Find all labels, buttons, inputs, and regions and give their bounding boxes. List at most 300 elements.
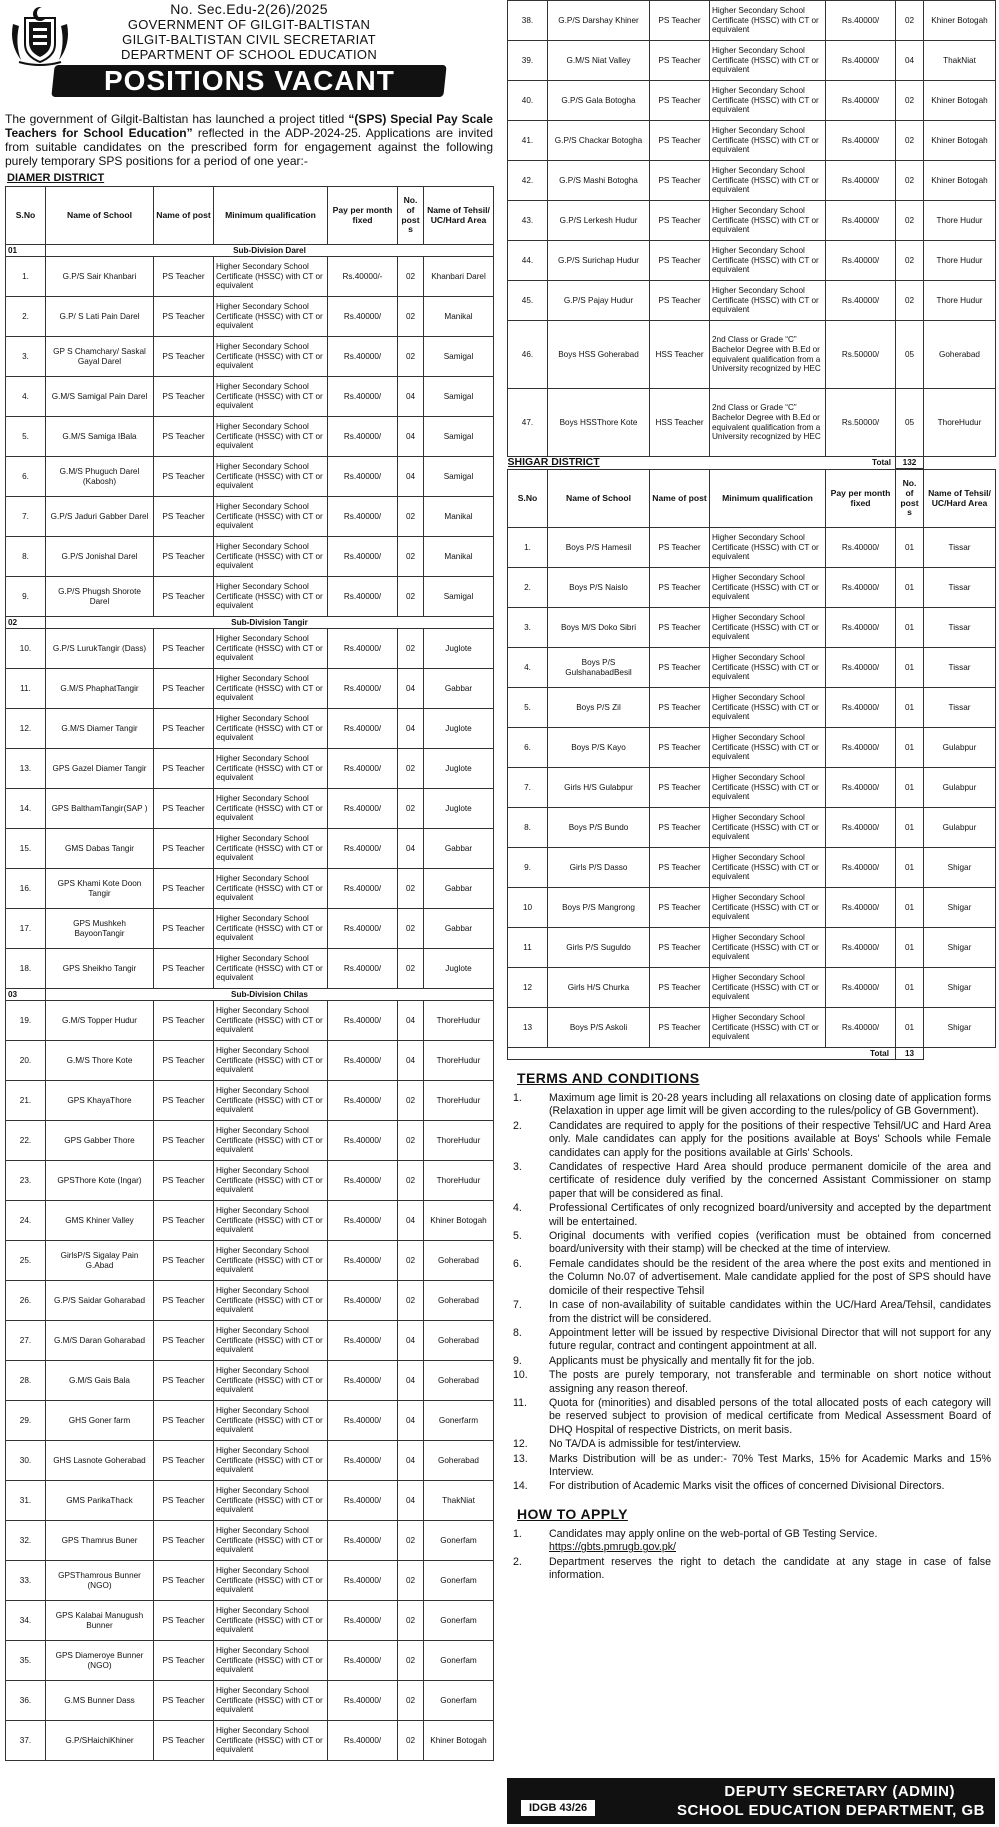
- pay: Rs.40000/: [328, 1521, 398, 1561]
- qualification: Higher Secondary School Certificate (HSSC) with CT or equivalent: [214, 1161, 328, 1201]
- tehsil-area: Gonerfam: [424, 1561, 494, 1601]
- serial-number: 7.: [508, 768, 548, 808]
- qualification: Higher Secondary School Certificate (HSSC) with CT or equivalent: [710, 568, 826, 608]
- table-row: [508, 81, 996, 121]
- item-number: 8.: [513, 1326, 522, 1339]
- serial-number: 12.: [6, 709, 46, 749]
- pay: Rs.50000/: [826, 321, 896, 389]
- school-name: G.P/S Darshay Khiner: [548, 1, 650, 41]
- diamer-total-value: 132: [896, 457, 924, 469]
- pay: Rs.40000/: [328, 909, 398, 949]
- table-row: [508, 281, 996, 321]
- pay: Rs.40000/: [328, 1441, 398, 1481]
- serial-number: 6.: [508, 728, 548, 768]
- qualification: Higher Secondary School Certificate (HSSC) with CT or equivalent: [214, 1001, 328, 1041]
- pay: Rs.50000/: [826, 389, 896, 457]
- post-count: 02: [896, 161, 924, 201]
- qualification: Higher Secondary School Certificate (HSSC) with CT or equivalent: [214, 577, 328, 617]
- school-name: GHS Goner farm: [46, 1401, 154, 1441]
- post-name: PS Teacher: [650, 888, 710, 928]
- column-header: Minimum qualification: [710, 470, 826, 528]
- table-row: [6, 337, 494, 377]
- idgb-number: IDGB 43/26: [521, 1800, 595, 1816]
- school-name: G.P/S Phugsh Shorote Darel: [46, 577, 154, 617]
- table-row: [508, 848, 996, 888]
- school-name: GP S Chamchary/ Saskal Gayal Darel: [46, 337, 154, 377]
- tehsil-area: Thore Hudur: [924, 241, 996, 281]
- qualification: Higher Secondary School Certificate (HSSC) with CT or equivalent: [214, 337, 328, 377]
- pay: Rs.40000/: [826, 1008, 896, 1048]
- post-name: PS Teacher: [154, 1521, 214, 1561]
- school-name: G.M/S Daran Goharabad: [46, 1321, 154, 1361]
- tehsil-area: Gonerfarm: [424, 1401, 494, 1441]
- table-row: [6, 909, 494, 949]
- serial-number: 12: [508, 968, 548, 1008]
- qualification: Higher Secondary School Certificate (HSSC) with CT or equivalent: [214, 1641, 328, 1681]
- post-name: PS Teacher: [650, 528, 710, 568]
- post-name: PS Teacher: [154, 669, 214, 709]
- school-name: Boys P/S Askoli: [548, 1008, 650, 1048]
- intro-paragraph: [5, 112, 493, 168]
- table-row: [508, 1, 996, 41]
- serial-number: 28.: [6, 1361, 46, 1401]
- table-row: [508, 161, 996, 201]
- school-name: G.M/S Diamer Tangir: [46, 709, 154, 749]
- pay: Rs.40000/: [328, 1241, 398, 1281]
- serial-number: 46.: [508, 321, 548, 389]
- list-item: [507, 1299, 991, 1326]
- post-name: PS Teacher: [154, 629, 214, 669]
- table-row: [6, 1081, 494, 1121]
- qualification: Higher Secondary School Certificate (HSSC) with CT or equivalent: [710, 281, 826, 321]
- qualification: Higher Secondary School Certificate (HSSC) with CT or equivalent: [214, 1081, 328, 1121]
- tehsil-area: Gabbar: [424, 869, 494, 909]
- serial-number: 36.: [6, 1681, 46, 1721]
- pay: Rs.40000/: [826, 728, 896, 768]
- school-name: GMS Dabas Tangir: [46, 829, 154, 869]
- tehsil-area: Thore Hudur: [924, 201, 996, 241]
- post-count: 04: [398, 669, 424, 709]
- pay: Rs.40000/: [328, 1001, 398, 1041]
- post-name: PS Teacher: [154, 337, 214, 377]
- qualification: Higher Secondary School Certificate (HSSC) with CT or equivalent: [214, 497, 328, 537]
- tehsil-area: Shigar: [924, 928, 996, 968]
- pay: Rs.40000/: [826, 281, 896, 321]
- tehsil-area: Tissar: [924, 608, 996, 648]
- tehsil-area: Juglote: [424, 789, 494, 829]
- term-text: Appointment letter will be issued by respective Divisional Director that will not support for any future regular, contract and contingent appointment at all.: [549, 1326, 991, 1353]
- serial-number: 5.: [6, 417, 46, 457]
- post-name: PS Teacher: [154, 709, 214, 749]
- qualification: Higher Secondary School Certificate (HSSC) with CT or equivalent: [710, 968, 826, 1008]
- qualification: Higher Secondary School Certificate (HSSC) with CT or equivalent: [214, 417, 328, 457]
- tehsil-area: Gonerfam: [424, 1601, 494, 1641]
- qualification: Higher Secondary School Certificate (HSSC) with CT or equivalent: [710, 41, 826, 81]
- school-name: Boys M/S Doko Sibri: [548, 608, 650, 648]
- qualification: Higher Secondary School Certificate (HSSC) with CT or equivalent: [214, 1561, 328, 1601]
- tehsil-area: Tissar: [924, 688, 996, 728]
- shigar-district-label: SHIGAR DISTRICT: [507, 456, 600, 468]
- term-text: In case of non-availability of suitable candidates within the UC/Hard Area/Tehsil, candidates from the district will be considered.: [549, 1299, 991, 1325]
- column-header: Name of School: [548, 470, 650, 528]
- subdivision-row: [6, 245, 494, 257]
- school-name: G.M/S Samigal Pain Darel: [46, 377, 154, 417]
- serial-number: 44.: [508, 241, 548, 281]
- term-text: Applicants must be physically and mentally fit for the job.: [549, 1354, 815, 1367]
- school-name: GPS Gabber Thore: [46, 1121, 154, 1161]
- school-name: G.P/S Jonishal Darel: [46, 537, 154, 577]
- school-name: Boys P/S Zil: [548, 688, 650, 728]
- apply-item-text: Candidates may apply online on the web-portal of GB Testing Service.: [549, 1527, 878, 1540]
- subdivision-name: Sub-Division Chilas: [46, 989, 494, 1001]
- qualification: Higher Secondary School Certificate (HSSC) with CT or equivalent: [214, 789, 328, 829]
- pay: Rs.40000/: [328, 337, 398, 377]
- post-count: 04: [398, 1481, 424, 1521]
- shigar-total-label: Total: [508, 1048, 896, 1060]
- tehsil-area: Goherabad: [424, 1361, 494, 1401]
- post-name: PS Teacher: [154, 1281, 214, 1321]
- pay: Rs.40000/: [328, 377, 398, 417]
- subdivision-name: Sub-Division Tangir: [46, 617, 494, 629]
- post-count: 02: [896, 1, 924, 41]
- column-header: No. of post s: [896, 470, 924, 528]
- pay: Rs.40000/: [826, 41, 896, 81]
- school-name: Girls P/S Dasso: [548, 848, 650, 888]
- qualification: Higher Secondary School Certificate (HSSC) with CT or equivalent: [214, 1481, 328, 1521]
- qualification: Higher Secondary School Certificate (HSSC) with CT or equivalent: [710, 1, 826, 41]
- post-count: 04: [896, 41, 924, 81]
- table-row: [6, 1481, 494, 1521]
- term-text: Candidates are required to apply for the positions of their respective Tehsil/UC and Hard Area only. Male candidates can apply for the positions available at Boys' Schools while Female candidates can apply for the positions available at Girls' Schools.: [549, 1119, 991, 1159]
- table-row: [6, 789, 494, 829]
- post-name: PS Teacher: [154, 257, 214, 297]
- school-name: G.M/S PhaphatTangir: [46, 669, 154, 709]
- tehsil-area: ThoreHudur: [424, 1081, 494, 1121]
- table-row: [6, 1441, 494, 1481]
- tehsil-area: Shigar: [924, 888, 996, 928]
- pay: Rs.40000/: [328, 829, 398, 869]
- banner-text: POSITIONS VACANT: [103, 65, 395, 96]
- pay: Rs.40000/: [826, 928, 896, 968]
- qualification: Higher Secondary School Certificate (HSSC) with CT or equivalent: [710, 121, 826, 161]
- header-line-1: GOVERNMENT OF GILGIT-BALTISTAN: [127, 17, 371, 32]
- tehsil-area: Gabbar: [424, 829, 494, 869]
- pay: Rs.40000/: [328, 1641, 398, 1681]
- pay: Rs.40000/: [328, 1681, 398, 1721]
- list-item: [507, 1092, 991, 1119]
- tehsil-area: Manikal: [424, 497, 494, 537]
- serial-number: 18.: [6, 949, 46, 989]
- post-name: PS Teacher: [650, 728, 710, 768]
- tehsil-area: ThoreHudur: [424, 1121, 494, 1161]
- school-name: G.MS Bunner Dass: [46, 1681, 154, 1721]
- school-name: GPS Gazel Diamer Tangir: [46, 749, 154, 789]
- diamer-district-label: DIAMER DISTRICT: [7, 172, 105, 184]
- pay: Rs.40000/: [328, 1121, 398, 1161]
- intro-project-title: “(SPS) Special Pay Scale Teachers for School Education”: [5, 112, 493, 140]
- post-count: 02: [398, 869, 424, 909]
- table-row: [508, 321, 996, 389]
- header-line-3: DEPARTMENT OF SCHOOL EDUCATION: [120, 47, 378, 62]
- list-item: [507, 1528, 991, 1555]
- table-row: [6, 1201, 494, 1241]
- tehsil-area: Juglote: [424, 749, 494, 789]
- school-name: GPS Mushkeh BayoonTangir: [46, 909, 154, 949]
- header: [5, 0, 493, 96]
- post-name: PS Teacher: [154, 1201, 214, 1241]
- item-number: 11.: [513, 1396, 527, 1409]
- subdivision-row: [6, 989, 494, 1001]
- column-header: Pay per month fixed: [328, 187, 398, 245]
- intro-text-1: The government of Gilgit-Baltistan has launched a project titled: [5, 112, 349, 126]
- pay: Rs.40000/: [328, 457, 398, 497]
- term-text: Female candidates should be the resident of the area where the post exits and mentioned in the Column No.07 of advertisement. Male candidate applied for the post of SPS should have domicile of their respective Tehsil: [549, 1257, 991, 1297]
- list-item: [507, 1453, 991, 1480]
- post-count: 02: [398, 257, 424, 297]
- qualification: Higher Secondary School Certificate (HSSC) with CT or equivalent: [214, 949, 328, 989]
- post-name: HSS Teacher: [650, 321, 710, 389]
- serial-number: 34.: [6, 1601, 46, 1641]
- post-count: 02: [398, 749, 424, 789]
- pay: Rs.40000/: [328, 1401, 398, 1441]
- tehsil-area: Shigar: [924, 1008, 996, 1048]
- post-count: 02: [896, 121, 924, 161]
- table-row: [6, 1241, 494, 1281]
- qualification: Higher Secondary School Certificate (HSSC) with CT or equivalent: [214, 1281, 328, 1321]
- school-name: G.P/S Chackar Botogha: [548, 121, 650, 161]
- serial-number: 4.: [508, 648, 548, 688]
- tehsil-area: Gulabpur: [924, 728, 996, 768]
- post-count: 02: [398, 1241, 424, 1281]
- qualification: Higher Secondary School Certificate (HSSC) with CT or equivalent: [710, 768, 826, 808]
- serial-number: 9.: [508, 848, 548, 888]
- serial-number: 5.: [508, 688, 548, 728]
- post-name: PS Teacher: [154, 1681, 214, 1721]
- post-count: 02: [398, 577, 424, 617]
- school-name: G.M/S Phuguch Darel (Kabosh): [46, 457, 154, 497]
- tehsil-area: Shigar: [924, 848, 996, 888]
- tehsil-area: Khiner Botogah: [924, 121, 996, 161]
- tehsil-area: Khanbari Darel: [424, 257, 494, 297]
- pay: Rs.40000/: [328, 949, 398, 989]
- tehsil-area: ThoreHudur: [924, 389, 996, 457]
- intro-text-2: reflected in the ADP-2024-25. Applications are invited from suitable candidates on the prescribed form for engagement against the following purely temporary SPS positions for a period of one year:-: [5, 126, 494, 168]
- table-row: [6, 1121, 494, 1161]
- tehsil-area: Juglote: [424, 709, 494, 749]
- item-number: 12.: [513, 1438, 528, 1451]
- school-name: G.P/S Jaduri Gabber Darel: [46, 497, 154, 537]
- table-row: [6, 297, 494, 337]
- header-line-2: GILGIT-BALTISTAN CIVIL SECRETARIAT: [122, 32, 376, 47]
- list-item: [507, 1369, 991, 1396]
- post-name: PS Teacher: [154, 1161, 214, 1201]
- qualification: Higher Secondary School Certificate (HSSC) with CT or equivalent: [214, 749, 328, 789]
- serial-number: 20.: [6, 1041, 46, 1081]
- school-name: GMS Khiner Valley: [46, 1201, 154, 1241]
- table-row: [6, 669, 494, 709]
- table-row: [508, 41, 996, 81]
- tehsil-area: Manikal: [424, 297, 494, 337]
- post-name: PS Teacher: [154, 1121, 214, 1161]
- list-item: [507, 1438, 991, 1451]
- list-item: [507, 1161, 991, 1201]
- post-name: PS Teacher: [154, 457, 214, 497]
- table-row: [6, 1521, 494, 1561]
- post-name: PS Teacher: [650, 241, 710, 281]
- column-header: Name of School: [46, 187, 154, 245]
- serial-number: 1.: [508, 528, 548, 568]
- serial-number: 39.: [508, 41, 548, 81]
- post-count: 04: [398, 1401, 424, 1441]
- item-number: 5.: [513, 1230, 522, 1243]
- table-row: [508, 528, 996, 568]
- serial-number: 21.: [6, 1081, 46, 1121]
- post-name: PS Teacher: [154, 537, 214, 577]
- term-text: Quota for (minorities) and disabled persons of the total allocated posts of each category will be reserved subject to provision of medical certificate from Medical Assessment Board of DHQ Hospital of respective Districts, on merit basis.: [549, 1396, 991, 1436]
- column-header: Name of Tehsil/ UC/Hard Area: [924, 470, 996, 528]
- post-count: 02: [398, 1601, 424, 1641]
- tehsil-area: Gabbar: [424, 909, 494, 949]
- post-count: 01: [896, 1008, 924, 1048]
- post-name: PS Teacher: [154, 377, 214, 417]
- qualification: Higher Secondary School Certificate (HSSC) with CT or equivalent: [710, 928, 826, 968]
- column-header: Pay per month fixed: [826, 470, 896, 528]
- school-name: G.P/S Pajay Hudur: [548, 281, 650, 321]
- table-row: [508, 728, 996, 768]
- serial-number: 13: [508, 1008, 548, 1048]
- term-text: No TA/DA is admissible for test/interview.: [549, 1438, 742, 1451]
- serial-number: 27.: [6, 1321, 46, 1361]
- school-name: G.P/S Lerkesh Hudur: [548, 201, 650, 241]
- qualification: Higher Secondary School Certificate (HSSC) with CT or equivalent: [214, 257, 328, 297]
- school-name: G.P/ S Lati Pain Darel: [46, 297, 154, 337]
- post-count: 04: [398, 709, 424, 749]
- post-count: 02: [398, 949, 424, 989]
- table-header: [508, 470, 996, 528]
- table-row: [6, 577, 494, 617]
- pay: Rs.40000/: [328, 1201, 398, 1241]
- item-number: 6.: [513, 1257, 522, 1270]
- post-count: 01: [896, 888, 924, 928]
- item-number: 3.: [513, 1161, 522, 1174]
- list-item: [507, 1120, 991, 1160]
- pay: Rs.40000/: [328, 1601, 398, 1641]
- post-name: PS Teacher: [650, 161, 710, 201]
- shigar-total-value: 13: [896, 1048, 924, 1060]
- post-count: 02: [398, 337, 424, 377]
- list-item: [507, 1230, 991, 1257]
- post-count: 01: [896, 528, 924, 568]
- school-name: G.M/S Samiga IBala: [46, 417, 154, 457]
- serial-number: 10: [508, 888, 548, 928]
- tehsil-area: Goherabad: [424, 1281, 494, 1321]
- term-text: For distribution of Academic Marks visit the offices of concerned Divisional Directors.: [549, 1480, 945, 1493]
- post-count: 01: [896, 768, 924, 808]
- qualification: Higher Secondary School Certificate (HSSC) with CT or equivalent: [710, 1008, 826, 1048]
- item-number: 9.: [513, 1354, 522, 1367]
- apply-item-text: Department reserves the right to detach the candidate at any stage in case of false information.: [549, 1555, 991, 1581]
- serial-number: 30.: [6, 1441, 46, 1481]
- qualification: Higher Secondary School Certificate (HSSC) with CT or equivalent: [214, 869, 328, 909]
- qualification: Higher Secondary School Certificate (HSSC) with CT or equivalent: [710, 201, 826, 241]
- post-count: 02: [398, 497, 424, 537]
- table-header: [6, 187, 494, 245]
- qualification: Higher Secondary School Certificate (HSSC) with CT or equivalent: [214, 1681, 328, 1721]
- qualification: Higher Secondary School Certificate (HSSC) with CT or equivalent: [214, 1521, 328, 1561]
- item-number: 14.: [513, 1480, 528, 1493]
- gbts-portal-link[interactable]: https://gbts.pmrugb.gov.pk/: [549, 1541, 676, 1554]
- school-name: GPS Thamrus Buner: [46, 1521, 154, 1561]
- qualification: Higher Secondary School Certificate (HSSC) with CT or equivalent: [214, 1401, 328, 1441]
- post-name: PS Teacher: [154, 829, 214, 869]
- subdivision-row: [6, 617, 494, 629]
- post-count: 02: [896, 241, 924, 281]
- tehsil-area: Gonerfam: [424, 1521, 494, 1561]
- tehsil-area: Goherabad: [924, 321, 996, 389]
- school-name: G.P/S Gala Botogha: [548, 81, 650, 121]
- post-count: 02: [398, 1721, 424, 1761]
- pay: Rs.40000/: [328, 1041, 398, 1081]
- school-name: G.P/S Mashi Botogha: [548, 161, 650, 201]
- how-to-apply-title: HOW TO APPLY: [517, 1505, 628, 1522]
- table-row: [508, 768, 996, 808]
- pay: Rs.40000/: [328, 297, 398, 337]
- post-name: PS Teacher: [154, 909, 214, 949]
- school-name: G.P/S LurukTangir (Dass): [46, 629, 154, 669]
- list-item: [507, 1355, 991, 1368]
- post-count: 02: [398, 1121, 424, 1161]
- item-number: 10.: [513, 1369, 528, 1382]
- serial-number: 29.: [6, 1401, 46, 1441]
- pay: Rs.40000/: [826, 81, 896, 121]
- item-number: 1.: [513, 1527, 522, 1540]
- table-row: [6, 1041, 494, 1081]
- table-row: [6, 1161, 494, 1201]
- table-row: [6, 1681, 494, 1721]
- pay: Rs.40000/: [826, 201, 896, 241]
- qualification: Higher Secondary School Certificate (HSSC) with CT or equivalent: [214, 1441, 328, 1481]
- pay: Rs.40000/: [328, 789, 398, 829]
- apply-list: [507, 1528, 995, 1583]
- pay: Rs.40000/: [328, 709, 398, 749]
- post-name: PS Teacher: [154, 1481, 214, 1521]
- post-count: 04: [398, 1361, 424, 1401]
- diamer-total-row: [508, 457, 996, 469]
- shigar-table: [507, 469, 996, 1060]
- tehsil-area: Gulabpur: [924, 808, 996, 848]
- post-name: PS Teacher: [650, 768, 710, 808]
- left-column: [5, 0, 493, 1761]
- tehsil-area: ThoreHudur: [424, 1161, 494, 1201]
- qualification: Higher Secondary School Certificate (HSSC) with CT or equivalent: [214, 1601, 328, 1641]
- post-count: 02: [398, 629, 424, 669]
- serial-number: 47.: [508, 389, 548, 457]
- tehsil-area: Gonerfam: [424, 1681, 494, 1721]
- post-count: 02: [398, 1281, 424, 1321]
- post-name: PS Teacher: [650, 648, 710, 688]
- school-name: Girls P/S Suguldo: [548, 928, 650, 968]
- term-text: Original documents with verified copies (verification must be obtained from concerned board/university with their stamp) will be checked at the time of interview.: [549, 1230, 991, 1256]
- table-row: [6, 1401, 494, 1441]
- serial-number: 17.: [6, 909, 46, 949]
- tehsil-area: Juglote: [424, 949, 494, 989]
- tehsil-area: Shigar: [924, 968, 996, 1008]
- qualification: Higher Secondary School Certificate (HSSC) with CT or equivalent: [214, 629, 328, 669]
- table-row: [508, 608, 996, 648]
- table-row: [508, 389, 996, 457]
- term-text: The posts are purely temporary, not transferable and terminable on short notice without assigning any reason thereof.: [549, 1369, 991, 1395]
- table-row: [6, 457, 494, 497]
